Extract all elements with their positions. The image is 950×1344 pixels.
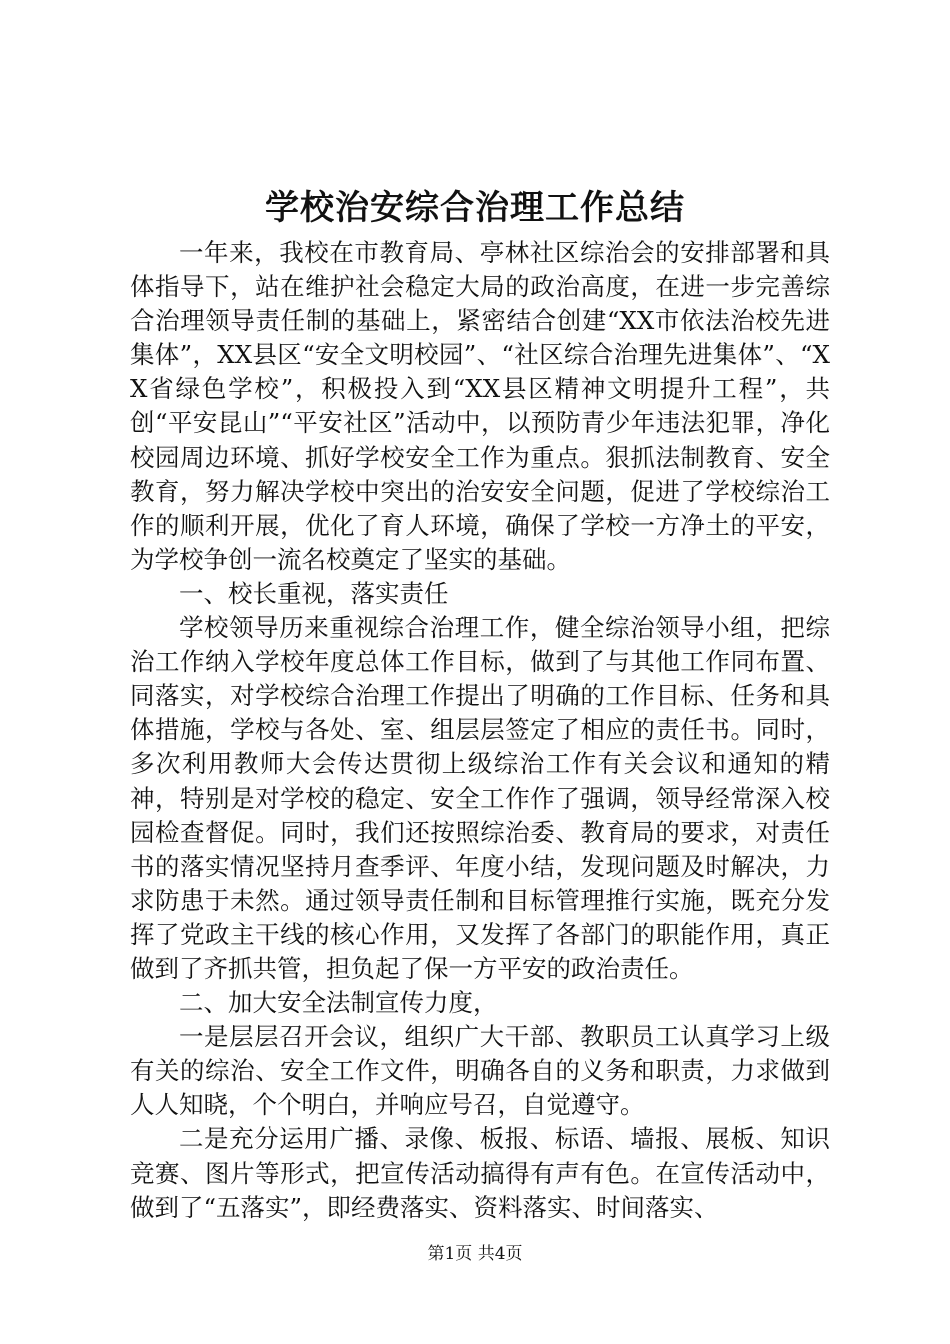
intro-paragraph: 一年来，我校在市教育局、亭林社区综治会的安排部署和具体指导下，站在维护社会稳定大局的政治高度，在进一步完善综合治理领导责任制的基础上，紧密结合创建“XX市依法治校先进集体”，XX县区“安全文明校园”、“社区综合治理先进集体”、“XX省绿色学校”，积极投入到“XX县区精神文明提升工程”，共创“平安昆山”“平安社区”活动中，以预防青少年违法犯罪，净化校园周边环境、抓好学校安全工作为重点。狠抓法制教育、安全教育，努力解决学校中突出的治安安全问题，促进了学校综治工作的顺利开展，优化了育人环境，确保了学校一方净土的平安，为学校争创一流名校奠定了坚实的基础。 [130, 238, 830, 574]
section-heading-2: 二、加大安全法制宣传力度， [179, 988, 498, 1018]
section-2-paragraph-1: 一是层层召开会议，组织广大干部、教职员工认真学习上级有关的综治、安全工作文件，明确各自的义务和职责，力求做到人人知晓，个个明白，并响应号召，自觉遵守。 [130, 1022, 830, 1120]
document-body [130, 236, 830, 1225]
section-1-paragraph: 学校领导历来重视综合治理工作，健全综治领导小组，把综治工作纳入学校年度总体工作目标，做到了与其他工作同布置、同落实，对学校综合治理工作提出了明确的工作目标、任务和具体措施，学校与各处、室、组层层签定了相应的责任书。同时，多次利用教师大会传达贯彻上级综治工作有关会议和通知的精神，特别是对学校的稳定、安全工作作了强调，领导经常深入校园检查督促。同时，我们还按照综治委、教育局的要求，对责任书的落实情况坚持月查季评、年度小结，发现问题及时解决，力求防患于未然。通过领导责任制和目标管理推行实施，既充分发挥了党政主干线的核心作用，又发挥了各部门的职能作用，真正做到了齐抓共管，担负起了保一方平安的政治责任。 [130, 613, 830, 983]
page-number-footer: 第1页 共4页 [427, 1244, 523, 1264]
section-2-paragraph-2: 二是充分运用广播、录像、板报、标语、墙报、展板、知识竞赛、图片等形式，把宣传活动搞得有声有色。在宣传活动中，做到了“五落实”，即经费落实、资料落实、时间落实、 [130, 1124, 830, 1222]
section-heading-1: 一、校长重视，落实责任 [179, 578, 449, 608]
document-title: 学校治安综合治理工作总结 [265, 188, 685, 228]
